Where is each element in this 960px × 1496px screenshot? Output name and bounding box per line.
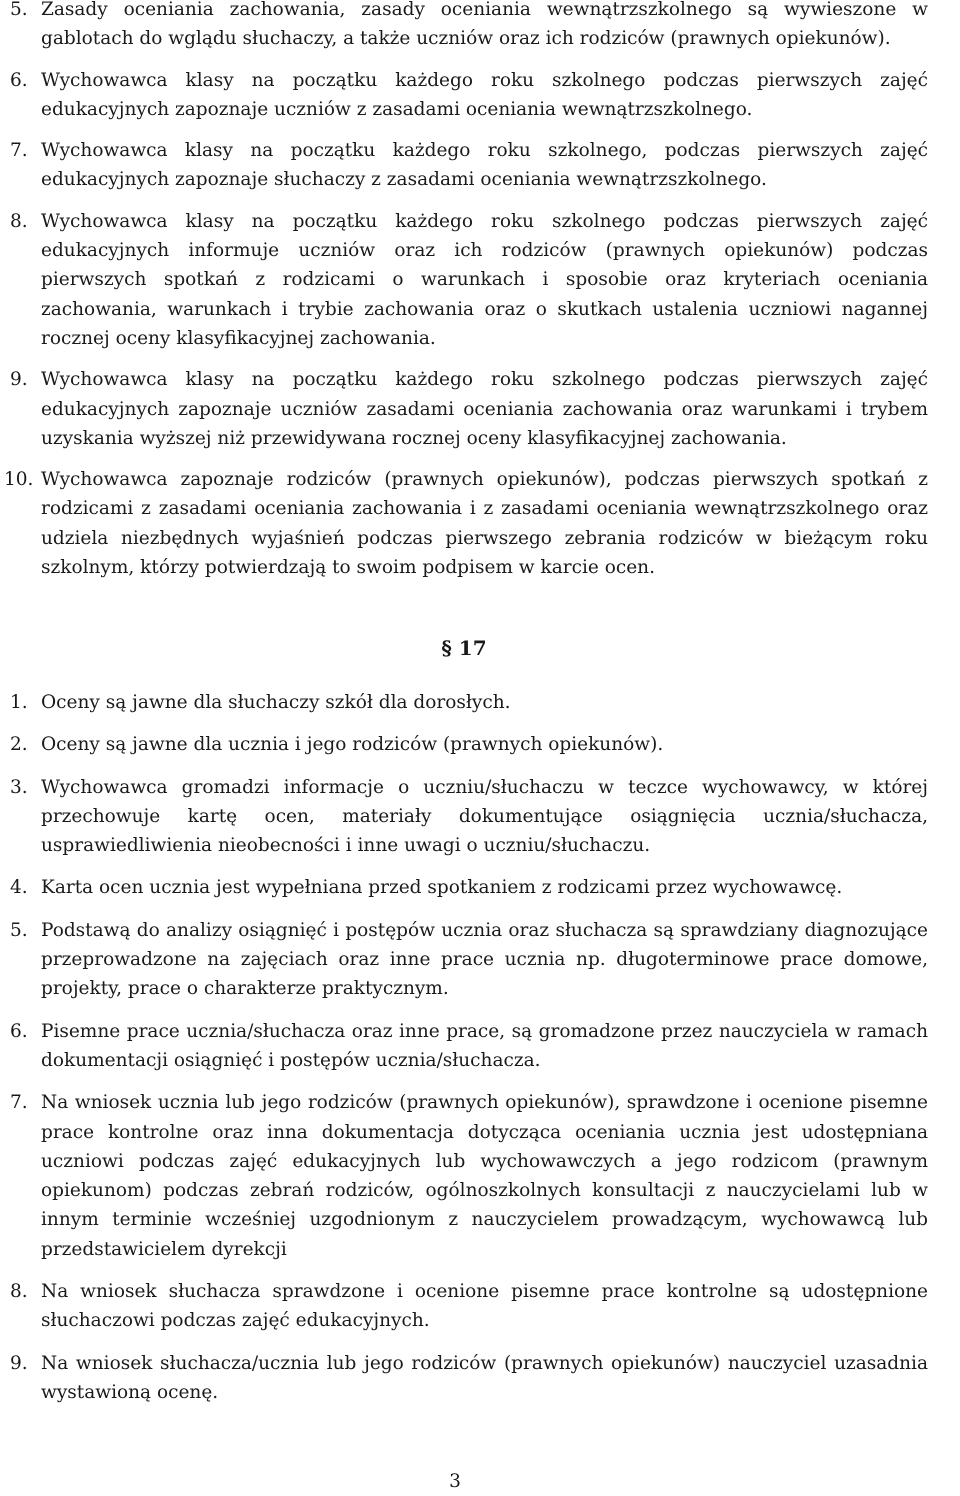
item-number: 5. (10, 919, 28, 941)
list-item (0, 365, 928, 453)
list-item (0, 465, 928, 582)
item-number: 8. (10, 1281, 28, 1303)
item-number: 2. (10, 734, 28, 756)
item-number: 9. (10, 1352, 28, 1374)
list-item (0, 207, 928, 353)
item-text: Wychowawca gromadzi informacje o uczniu/słuchaczu w teczce wychowawcy, w której przechowuje kartę ocen, materiały dokumentujące osiągnięcia ucznia/słuchacza, usprawiedliwienia nieobecności i inne uwagi o uczniu/słuchaczu. (41, 776, 928, 857)
page-number: 3 (449, 1471, 461, 1492)
item-number: 9. (10, 369, 28, 391)
item-number: 10. (4, 469, 34, 491)
item-text: Wychowawca klasy na początku każdego roku szkolnego, podczas pierwszych zajęć edukacyjnych zapoznaje słuchaczy z zasadami oceniania wewnątrzszkolnego. (41, 140, 928, 191)
item-text: Na wniosek słuchacza sprawdzone i ocenione pisemne prace kontrolne są udostępnione słuchaczowi podczas zajęć edukacyjnych. (41, 1281, 928, 1332)
list-item (0, 773, 928, 861)
list-item (0, 136, 928, 195)
list-item (0, 0, 928, 54)
list-section-b (0, 688, 960, 1420)
list-item (0, 1017, 928, 1076)
item-text: Na wniosek słuchacza/ucznia lub jego rodziców (prawnych opiekunów) nauczyciel uzasadnia wystawioną ocenę. (41, 1352, 928, 1403)
list-item (0, 688, 928, 717)
list-item (0, 66, 928, 125)
item-text: Karta ocen ucznia jest wypełniana przed spotkaniem z rodzicami przez wychowawcę. (41, 877, 843, 899)
list-section-a (0, 0, 960, 594)
item-number: 6. (10, 1020, 28, 1042)
list-item (0, 1277, 928, 1336)
item-number: 7. (10, 1092, 28, 1114)
item-number: 6. (10, 69, 28, 91)
item-text: Oceny są jawne dla słuchaczy szkół dla dorosłych. (41, 692, 511, 713)
item-text: Oceny są jawne dla ucznia i jego rodziców (prawnych opiekunów). (41, 734, 664, 756)
list-item (0, 1088, 928, 1264)
item-text: Zasady oceniania zachowania, zasady oceniania wewnątrzszkolnego są wywieszone w gablotach do wglądu słuchaczy, a także uczniów oraz ich rodziców (prawnych opiekunów). (41, 0, 928, 50)
item-number: 3. (10, 776, 28, 798)
item-text: Wychowawca klasy na początku każdego roku szkolnego podczas pierwszych zajęć edukacyjnych zapoznaje uczniów z zasadami oceniania wewnątrzszkolnego. (41, 69, 928, 120)
item-text: Na wniosek ucznia lub jego rodziców (prawnych opiekunów), sprawdzone i ocenione pisemne prace kontrolne oraz inna dokumentacja dotycząca oceniania ucznia jest udostępniana uczniowi podczas zajęć edukacyjnych lub wychowawczych a jego rodzicom (prawnym opiekunom) podczas zebrań rodziców, ogólnoszkolnych konsultacji z nauczycielami lub w innym terminie wcześniej uzgodnionym z nauczycielem prowadzącym, wychowawcą lub przedstawicielem dyrekcji (41, 1092, 928, 1260)
list-item (0, 1349, 928, 1408)
item-number: 5. (10, 0, 28, 20)
list-item (0, 730, 928, 759)
list-item (0, 916, 928, 1004)
item-number: 7. (10, 140, 28, 162)
item-text: Wychowawca klasy na początku każdego roku szkolnego podczas pierwszych zajęć edukacyjnych informuje uczniów oraz ich rodziców (prawnych opiekunów) podczas pierwszych spotkań z rodzicami o warunkach i sposobie oraz kryteriach oceniania zachowania, warunkach i trybie zachowania oraz o skutkach ustalenia uczniowi nagannej rocznej oceny klasyfikacyjnej zachowania. (41, 210, 928, 349)
list-item (0, 873, 928, 902)
item-number: 4. (10, 877, 28, 899)
item-text: Pisemne prace ucznia/słuchacza oraz inne prace, są gromadzone przez nauczyciela w ramach dokumentacji osiągnięć i postępów ucznia/słuchacza. (41, 1020, 928, 1071)
item-text: Wychowawca zapoznaje rodziców (prawnych opiekunów), podczas pierwszych spotkań z rodzicami z zasadami oceniania zachowania i z zasadami oceniania wewnątrzszkolnego oraz udziela niezbędnych wyjaśnień podczas pierwszego zebrania rodziców w bieżącym roku szkolnym, którzy potwierdzają to swoim podpisem w karcie ocen. (41, 469, 928, 579)
item-text: Wychowawca klasy na początku każdego roku szkolnego podczas pierwszych zajęć edukacyjnych zapoznaje uczniów zasadami oceniania zachowania oraz warunkami i trybem uzyskania wyższej niż przewidywana rocznej oceny klasyfikacyjnej zachowania. (41, 369, 928, 449)
item-text: Podstawą do analizy osiągnięć i postępów ucznia oraz słuchacza są sprawdziany diagnozujące przeprowadzone na zajęciach oraz inne prace ucznia np. długoterminowe prace domowe, projekty, prace o charakterze praktycznym. (41, 919, 928, 1000)
item-number: 8. (10, 210, 28, 232)
section-heading: § 17 (441, 636, 487, 660)
item-number: 1. (10, 692, 28, 713)
